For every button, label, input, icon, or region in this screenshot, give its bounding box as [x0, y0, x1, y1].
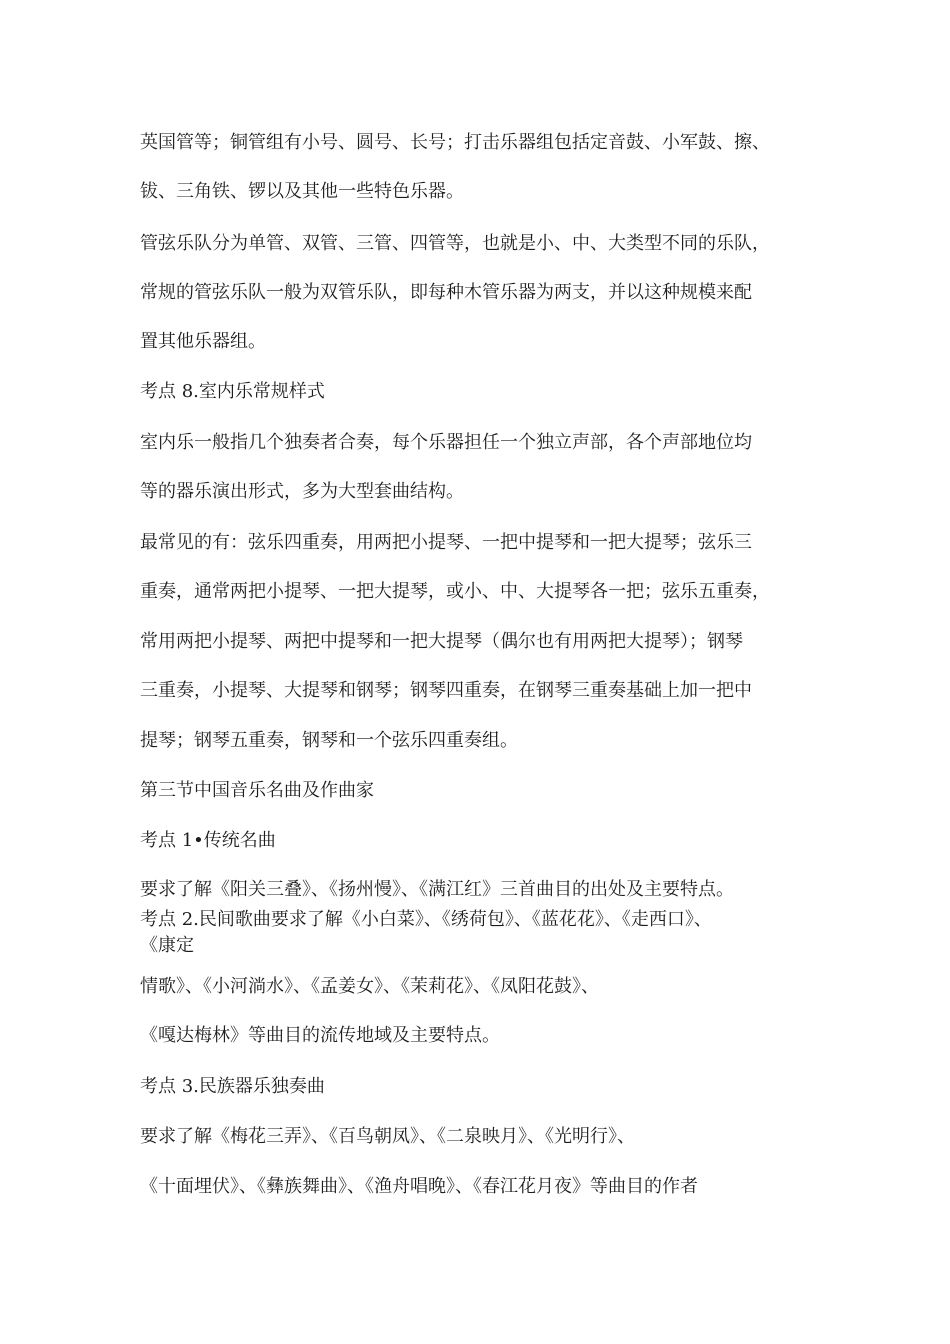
section-heading: 第三节中国音乐名曲及作曲家	[140, 780, 374, 801]
text-line: 英国管等；铜管组有小号、圆号、长号；打击乐器组包括定音鼓、小军鼓、擦、	[140, 132, 770, 153]
text-line: 等的器乐演出形式，多为大型套曲结构。	[140, 481, 464, 502]
text-line: 《嘎达梅林》等曲目的流传地域及主要特点。	[140, 1025, 500, 1046]
section-heading: 考点 1•传统名曲	[140, 830, 276, 851]
text-line: 考点 2.民间歌曲要求了解《小白菜》、《绣荷包》、《蓝花花》、《走西口》、	[140, 909, 712, 930]
text-line: 钹、三角铁、锣以及其他一些特色乐器。	[140, 181, 464, 202]
text-line: 提琴；钢琴五重奏，钢琴和一个弦乐四重奏组。	[140, 730, 518, 751]
text-line: 要求了解《梅花三弄》、《百鸟朝凤》、《二泉映月》、《光明行》、	[140, 1126, 635, 1147]
text-line: 管弦乐队分为单管、双管、三管、四管等，也就是小、中、大类型不同的乐队，	[140, 233, 770, 254]
section-heading: 考点 8.室内乐常规样式	[140, 381, 325, 402]
text-line: 三重奏，小提琴、大提琴和钢琴；钢琴四重奏，在钢琴三重奏基础上加一把中	[140, 680, 752, 701]
text-line: 情歌》、《小河淌水》、《孟姜女》、《茉莉花》、《凤阳花鼓》、	[140, 976, 599, 997]
text-line: 常规的管弦乐队一般为双管乐队，即每种木管乐器为两支，并以这种规模来配	[140, 282, 752, 303]
text-line: 置其他乐器组。	[140, 331, 266, 352]
text-line: 最常见的有：弦乐四重奏，用两把小提琴、一把中提琴和一把大提琴；弦乐三	[140, 532, 752, 553]
text-line: 常用两把小提琴、两把中提琴和一把大提琴（偶尔也有用两把大提琴）；钢琴	[140, 631, 743, 652]
text-line: 室内乐一般指几个独奏者合奏，每个乐器担任一个独立声部，各个声部地位均	[140, 432, 752, 453]
text-line: 《康定	[140, 935, 194, 956]
text-line: 《十面埋伏》、《彝族舞曲》、《渔舟唱晚》、《春江花月夜》等曲目的作者	[140, 1176, 698, 1197]
text-line: 要求了解《阳关三叠》、《扬州慢》、《满江红》三首曲目的出处及主要特点。	[140, 879, 734, 900]
text-line: 重奏，通常两把小提琴、一把大提琴，或小、中、大提琴各一把；弦乐五重奏，	[140, 581, 770, 602]
section-heading: 考点 3.民族器乐独奏曲	[140, 1076, 325, 1097]
